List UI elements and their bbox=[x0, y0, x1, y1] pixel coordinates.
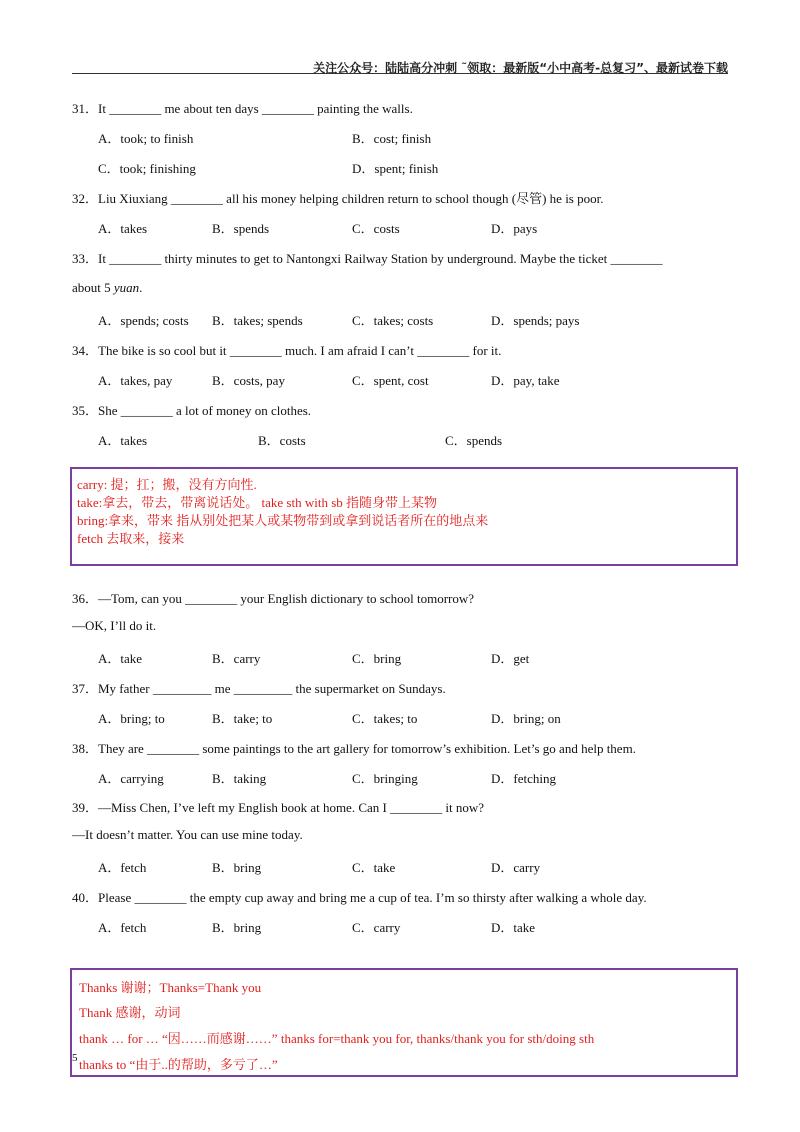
question-35-stem: 35．She ________ a lot of money on clothes. bbox=[72, 403, 312, 418]
question-32-option-d: D．pays bbox=[491, 221, 538, 236]
question-40-option-b: B．bring bbox=[212, 920, 262, 935]
question-31-option-b: B．cost; finish bbox=[352, 131, 432, 146]
question-38-option-a: A．carrying bbox=[98, 771, 164, 786]
page-header: 关注公众号：陆陆高分冲刺 ˜领取：最新版“小中高考-总复习”、最新试卷下载 bbox=[313, 61, 728, 75]
question-32-option-a: A．takes bbox=[98, 221, 148, 236]
question-40-option-a: A．fetch bbox=[98, 920, 147, 935]
question-31-option-a: A．took; to finish bbox=[98, 131, 194, 146]
question-40-stem: 40．Please ________ the empty cup away and bring me a cup of tea. I’m so thirsty after walking a whole day. bbox=[72, 890, 647, 905]
note-thanks-to: thanks to “由于..的帮助，多亏了…” bbox=[79, 1057, 278, 1072]
question-39-option-d: D．carry bbox=[491, 860, 541, 875]
question-34-option-b: B．costs, pay bbox=[212, 373, 285, 388]
page-number: 5 bbox=[72, 1052, 78, 1064]
question-33-option-c: C．takes; costs bbox=[352, 313, 434, 328]
note-take: take:拿去，带去，带离说话处。 take sth with sb 指随身带上某物 bbox=[77, 495, 438, 510]
note-thank-verb: Thank 感谢，动词 bbox=[79, 1005, 181, 1020]
question-34-option-a: A．takes, pay bbox=[98, 373, 173, 388]
note-thanks: Thanks 谢谢；Thanks=Thank you bbox=[79, 980, 262, 995]
question-33-stem-continued: about 5 yuan. bbox=[72, 280, 143, 295]
question-36-reply: —OK, I’ll do it. bbox=[72, 618, 157, 633]
question-38-option-d: D．fetching bbox=[491, 771, 556, 786]
note-fetch: fetch 去取来，接来 bbox=[77, 531, 185, 546]
question-39-option-c: C．take bbox=[352, 860, 396, 875]
question-31-stem: 31．It ________ me about ten days ________ painting the walls. bbox=[72, 101, 413, 116]
question-36-option-c: C．bring bbox=[352, 651, 402, 666]
question-35-option-c: C．spends bbox=[445, 433, 503, 448]
question-35-option-b: B．costs bbox=[258, 433, 306, 448]
question-36-option-b: B．carry bbox=[212, 651, 261, 666]
note-bring: bring:拿来，带来 指从别处把某人或某物带到或拿到说话者所在的地点来 bbox=[77, 513, 489, 528]
note-thank-for: thank … for … “因……而感谢……” thanks for=thank you for, thanks/thank you for sth/doing sth bbox=[79, 1031, 595, 1046]
question-33-option-a: A．spends; costs bbox=[98, 313, 189, 328]
question-39-stem: 39．—Miss Chen, I’ve left my English book at home. Can I ________ it now? bbox=[72, 800, 484, 815]
question-38-option-b: B．taking bbox=[212, 771, 267, 786]
question-34-option-d: D．pay, take bbox=[491, 373, 560, 388]
note-carry: carry: 提；扛；搬，没有方向性. bbox=[77, 477, 257, 492]
question-37-option-c: C．takes; to bbox=[352, 711, 418, 726]
question-38-option-c: C．bringing bbox=[352, 771, 418, 786]
question-39-reply: —It doesn’t matter. You can use mine today. bbox=[72, 827, 303, 842]
header-rule bbox=[72, 73, 728, 74]
question-34-option-c: C．spent, cost bbox=[352, 373, 429, 388]
question-36-stem: 36．—Tom, can you ________ your English dictionary to school tomorrow? bbox=[72, 591, 475, 606]
question-36-option-d: D．get bbox=[491, 651, 530, 666]
question-36-option-a: A．take bbox=[98, 651, 143, 666]
question-35-option-a: A．takes bbox=[98, 433, 148, 448]
question-37-option-a: A．bring; to bbox=[98, 711, 165, 726]
question-32-option-b: B．spends bbox=[212, 221, 270, 236]
question-39-option-b: B．bring bbox=[212, 860, 262, 875]
question-38-stem: 38．They are ________ some paintings to the art gallery for tomorrow’s exhibition. Let’s go and help them. bbox=[72, 741, 636, 756]
question-34-stem: 34．The bike is so cool but it ________ much. I am afraid I can’t ________ for it. bbox=[72, 343, 502, 358]
question-33-option-d: D．spends; pays bbox=[491, 313, 580, 328]
question-37-option-b: B．take; to bbox=[212, 711, 273, 726]
question-32-stem: 32．Liu Xiuxiang ________ all his money helping children return to school though (尽管) he is poor. bbox=[72, 191, 604, 206]
question-32-option-c: C．costs bbox=[352, 221, 400, 236]
question-39-option-a: A．fetch bbox=[98, 860, 147, 875]
question-33-stem: 33．It ________ thirty minutes to get to Nantongxi Railway Station by underground. Maybe the ticket ________ bbox=[72, 251, 663, 266]
question-37-option-d: D．bring; on bbox=[491, 711, 561, 726]
question-31-option-c: C．took; finishing bbox=[98, 161, 196, 176]
question-40-option-d: D．take bbox=[491, 920, 536, 935]
question-33-option-b: B．takes; spends bbox=[212, 313, 303, 328]
question-37-stem: 37．My father _________ me _________ the supermarket on Sundays. bbox=[72, 681, 446, 696]
question-40-option-c: C．carry bbox=[352, 920, 401, 935]
question-31-option-d: D．spent; finish bbox=[352, 161, 439, 176]
